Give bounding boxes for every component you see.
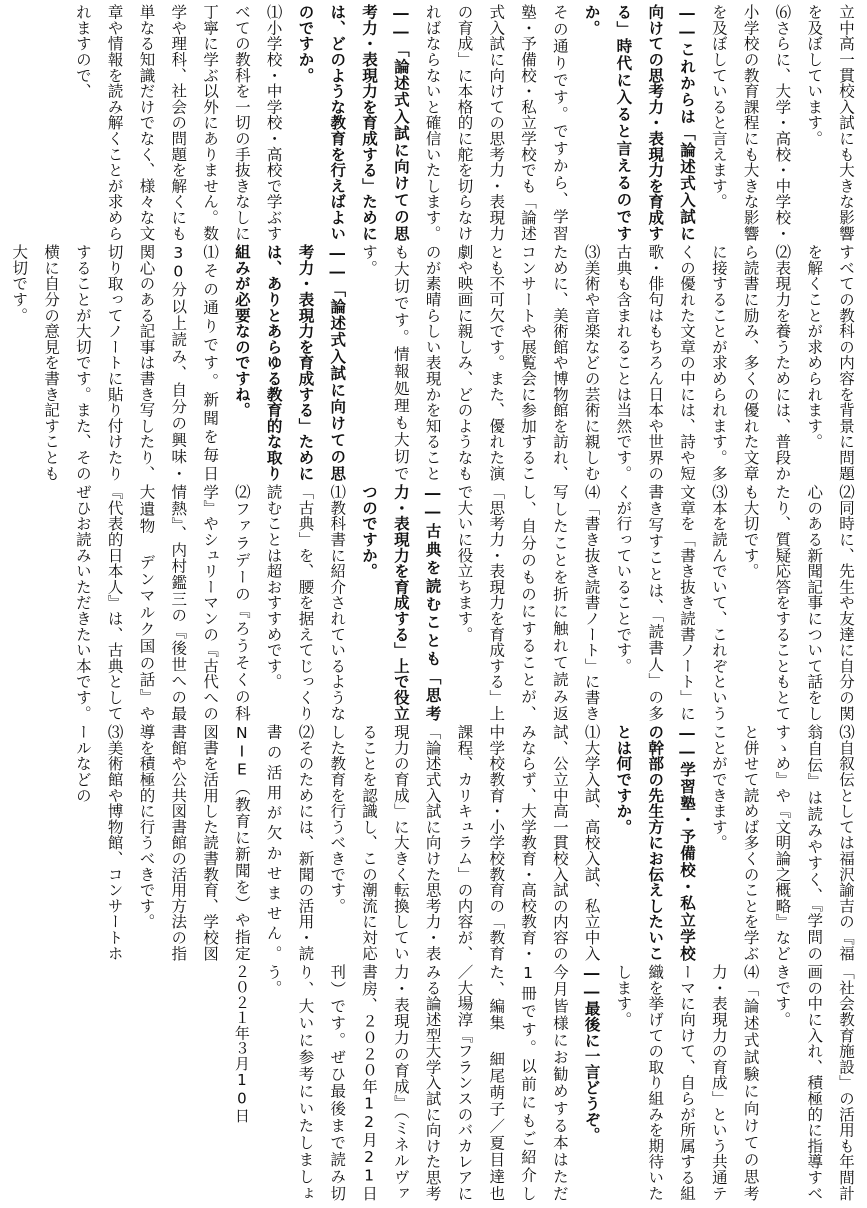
text-tier-5 — [6, 964, 861, 1201]
paragraph: ⑵ファラデーの『ろうそくの科学』やシュリーマンの『古代への情熱』、内村鑑三の『後世への最大遺物 デンマルク国の話』や『代表的日本人』は、古典としてぜひお読みいただきたい本です。 — [73, 484, 251, 721]
question-heading: ――最後に一言どうぞ。 — [582, 964, 601, 1143]
paragraph: ⑷「論述式試験に向けての思考力・表現力の育成」という共通テーマに向けて、自らが所属する組織を挙げての取り組みを期待いたします。 — [614, 964, 760, 1201]
article-date: ２０２１年３月10日 — [232, 964, 251, 1123]
paragraph: ⑵同時に、先生や友達に自分の関心のある新聞記事について話をしたり、質疑応答をすることもとても大切です。 — [741, 484, 855, 721]
paragraph: すべての教科の内容を背景に問題を解くことが求められます。 — [805, 244, 855, 481]
paragraph: ⑶本を読んでいて、これぞという文章を「書き抜き読書ノート」に書き写すことは、「読書人」の多くが行っていることです。 — [614, 484, 728, 721]
question-heading: ――学習塾・予備校・私立学校の幹部の先生方にお伝えしたいことは何ですか。 — [614, 724, 697, 961]
paragraph: ⑴小学校・中学校・高校で学ぶすべての教科を一切の手抜きなしに丁寧に学ぶ以外にありません。数学や理科、社会の問題を解くにも単なる知識だけでなく、様々な文章や情報を読み解くことが求められますので、 — [73, 4, 283, 241]
paragraph: 「社会教育施設」の活用も年間計画の中に入れ、積極的に指導すべきです。 — [773, 964, 855, 1201]
paragraph: ⑷「書き抜き読書ノート」に書き写したことを折に触れて読み返し、自分のものにすることが、「思考力・表現力を育成する」上で大いに役立ちます。 — [455, 484, 601, 721]
text-tier-3 — [6, 484, 861, 721]
question-heading: ――「論述式入試に向けての思考力・表現力を育成する」ためには、どのような教育を行えばよいのですか。 — [296, 4, 410, 241]
paragraph: ⑶自叙伝としては福沢諭吉の『福翁自伝』は読みやすく、『学問のすゝめ』や『文明論之概略』などと併せて読めば多くのことを学ぶことができます。 — [709, 724, 855, 961]
text-column — [6, 4, 861, 241]
paragraph: ⑶美術館や博物館、コンサートホールなどの — [73, 724, 124, 961]
text-tier-2 — [6, 244, 861, 481]
text-column — [6, 724, 861, 961]
text-column — [6, 244, 861, 481]
paragraph: ⑴その通りです。新聞を毎日30分以上読み、自分の興味・関心のある記事は書き写したり、切り取ってノートに貼り付けたりすることが大切です。また、その横に自分の意見を書き記すことも大切です。 — [10, 244, 220, 481]
text-tier-1 — [6, 4, 861, 241]
paragraph: ⑴大学入試、高校入試、私立中入試、公立中高一貫校入試の内容のみならず、大学教育・高校教育・中学校教育・小学校教育の「教育課程、カリキュラム」の内容が、「論述式入試に向けた思考力・表現力の育成」に大きく転換していることを認識し、この潮流に対応した教育を行うべきです。 — [328, 724, 601, 961]
paragraph: ⑵そのためには、新聞の活用・読書の活用が欠かせません。NIE（教育に新聞を）や指定図書を活用した読書教育、学校図書館や公共図書館の活用方法の指導を積極的に行うべきです。 — [137, 724, 315, 961]
text-tier-4 — [6, 724, 861, 961]
question-heading: ――「論述式入試に向けての思考力・表現力を育成する」ためには、ありとあらゆる教育的な取り組みが必要なのですね。 — [232, 244, 347, 481]
text-column — [6, 484, 861, 721]
paragraph: ⑵表現力を養うためには、普段から読書に励み、多くの優れた文章に接することが求められます。多くの優れた文章の中には、詩や短歌・俳句はもちろん日本や世界の古典も含まれることは当然です。 — [614, 244, 792, 481]
paragraph: その通りです。ですから、学習塾・予備校・私立学校でも「論述式入試に向けての思考力・表現力の育成」に本格的に舵を切らなければならないと確信いたします。 — [423, 4, 569, 241]
question-heading: ――古典を読むことも「思考力・表現力を育成する」上で役立つのですか。 — [360, 484, 442, 721]
paragraph: 今月皆様にお勧めする本はただ1冊です。以前にもご紹介した、編集 細尾萌子／夏目達也／大場淳『フランスのバカレアにみる論述型大学入試に向けた思考力・表現力の育成』（ミネルヴァ書房、２０２０年12月21日刊）です。ぜひ最後まで読み切り、大いに参考にいたしましょう。 — [264, 964, 569, 1201]
question-heading: ――これからは「論述式入試に向けての思考力・表現力を育成する」時代に入ると言えるのですか。 — [582, 4, 697, 241]
paragraph: ⑹さらに、大学・高校・中学校・小学校の教育課程にも大きな影響を及ぼしていると言えます。 — [709, 4, 792, 241]
paragraph: ⑴教科書に紹介されているような「古典」を、腰を据えてじっくり読むことは超おすすめです。 — [264, 484, 347, 721]
text-column — [6, 964, 861, 1201]
paragraph: 立中高一貫校入試にも大きな影響を及ぼしています。 — [805, 4, 855, 241]
paragraph: ⑶美術や音楽などの芸術に親しむために、美術館や博物館を訪れ、コンサートや展覧会に参加することも不可欠です。また、優れた演劇や映画に親しみ、どのようなものが素晴らしい表現かを知ることも大切です。情報処理も大切です。 — [360, 244, 601, 481]
